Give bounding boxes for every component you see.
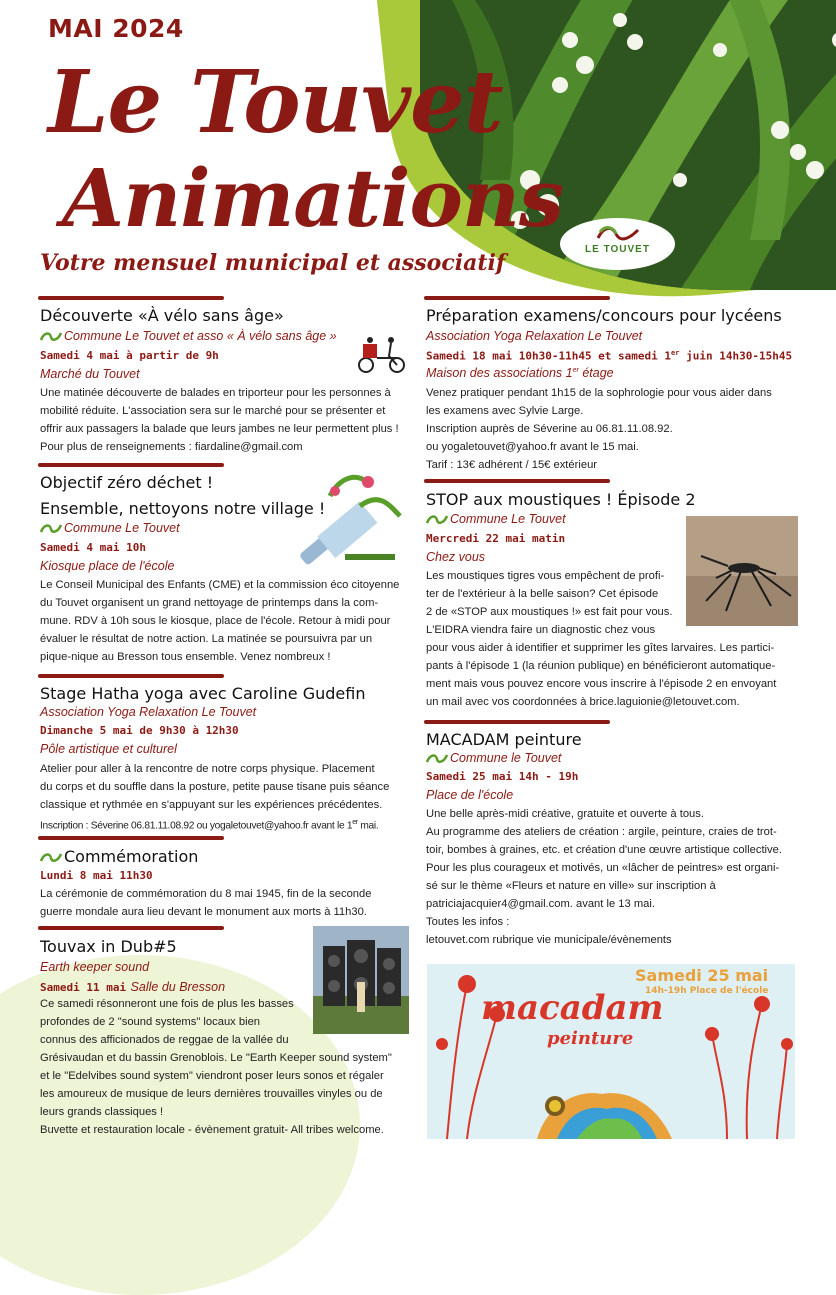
macadam-title: MACADAM peinture — [426, 730, 582, 749]
leaf-icon — [40, 523, 62, 534]
macadam-org: Commune le Touvet — [426, 751, 561, 765]
moustiques-date: Mercredi 22 mai matin — [426, 532, 566, 545]
page-title-line2: Animations — [62, 151, 564, 245]
dechet-title-line1: Objectif zéro déchet ! — [40, 473, 214, 492]
le-touvet-logo: LE TOUVET — [560, 218, 675, 270]
touvax-title: Touvax in Dub#5 — [40, 937, 177, 956]
moustiques-org: Commune Le Touvet — [426, 512, 566, 526]
section-divider — [424, 296, 610, 300]
touvax-date-place: Samedi 11 mai Salle du Bresson — [40, 980, 226, 994]
commemoration-description: La cérémonie de commémoration du 8 mai 1945, fin de la seconde guerre mondale aura lieu devant le monument aux morts à 11h30. — [40, 888, 372, 918]
leaf-icon — [426, 753, 448, 764]
dechet-title-line2: Ensemble, nettoyons notre village ! — [40, 499, 326, 518]
section-divider — [38, 836, 224, 840]
page-subtitle: Votre mensuel municipal et associatif — [40, 250, 506, 276]
prepa-title: Préparation examens/concours pour lycéens — [426, 306, 782, 325]
section-divider — [38, 463, 224, 467]
macadam-poster — [427, 964, 795, 1139]
yoga-date: Dimanche 5 mai de 9h30 à 12h30 — [40, 724, 239, 737]
macadam-description: Une belle après-midi créative, gratuite et ouverte à tous. Au programme des ateliers de création : argile, peinture, craies de trot- toir, bombes à graines, etc. et création d'une œuvre artistique collective. Pour les plus courageux et motivés, un «lâcher de peintres» est organi- sé sur le thème «Fleurs et nature en ville» sur inscription à patriciajacquier4@gmail.com. avant le 13 mai. Toutes les infos : letouvet.com rubrique vie municipale/évènements — [426, 808, 782, 946]
velo-description: Une matinée découverte de balades en triporteur pour les personnes à mobilité réduite. L'association sera sur le marché pour se présenter et offrir aux passagers la balade que leurs jambes ne leur permettent plus ! Pour plus de renseignements : fiardaline@gmail.com — [40, 387, 399, 453]
dechet-date: Samedi 4 mai 10h — [40, 541, 146, 554]
dechet-description: Le Conseil Municipal des Enfants (CME) et la commission éco citoyenne du Touvet organisent un grand nettoyage de printemps dans la com- mune. RDV à 10h sous le kiosque, place de l'école. Retour à midi pour évaluer le résultat de notre action. La matinée se poursuivra par un pique-nique au Bresson tous ensemble. Venez nombreux ! — [40, 579, 400, 663]
prepa-org: Association Yoga Relaxation Le Touvet — [426, 329, 643, 343]
commemoration-title: Commémoration — [40, 847, 198, 866]
velo-org: Commune Le Touvet et asso « À vélo sans âge » — [40, 329, 337, 343]
section-divider — [38, 674, 224, 678]
section-divider — [38, 926, 224, 930]
commemoration-date: Lundi 8 mai 11h30 — [40, 869, 153, 882]
poster-date: Samedi 25 mai — [635, 966, 769, 985]
prepa-description: Venez pratiquer pendant 1h15 de la sophrologie pour vous aider dans les examens avec Sylvie Large. Inscription auprès de Séverine au 06.81.11.08.92. ou yogaletouvet@yahoo.fr avant le 15 mai. Tarif : 13€ adhérent / 15€ extérieur — [426, 387, 772, 471]
dechet-org: Commune Le Touvet — [40, 521, 180, 535]
touvax-description: Ce samedi résonneront une fois de plus les basses profondes de 2 "sound systems" locaux bien connus des afficionados de reggae de la vallée du Grésivaudan et du bassin Grenoblois. Le "Earth Keeper sound system" et le "Edelvibes sound system" viendront poser leurs sonos et régaler les amoureux de musique de leurs dernières trouvailles vinyles ou de leurs grands classiques ! Buvette et restauration locale - évènement gratuit- All tribes welcome. — [40, 998, 392, 1136]
leaf-icon — [40, 852, 62, 863]
yoga-org: Association Yoga Relaxation Le Touvet — [40, 705, 257, 719]
velo-place: Marché du Touvet — [40, 367, 140, 381]
yoga-place: Pôle artistique et culturel — [40, 742, 177, 756]
moustiques-description-top: Les moustiques tigres vous empêchent de profi- ter de l'extérieur à la belle saison? Cet épisode 2 de «STOP aux moustiques !» est fait pour vous. L'EIDRA viendra faire un diagnostic chez vous — [426, 570, 673, 636]
prepa-place: Maison des associations 1er étage — [426, 366, 614, 380]
velo-title: Découverte «À vélo sans âge» — [40, 306, 284, 325]
macadam-place: Place de l'école — [426, 788, 514, 802]
poster-subtitle: peinture — [547, 1028, 634, 1049]
mosquito-photo — [686, 516, 798, 626]
month-label: MAI 2024 — [48, 14, 184, 43]
leaf-icon — [40, 331, 62, 342]
macadam-date: Samedi 25 mai 14h - 19h — [426, 770, 579, 783]
section-divider — [38, 296, 224, 300]
section-divider — [424, 720, 610, 724]
moustiques-description: pour vous aider à identifier et supprimer les gîtes larvaires. Les partici- pants à l'épisode 1 (la réunion publique) en bénéficieront automatique- ment mais vous pouvez encore vous inscrire à l'épisode 2 en envoyant un mail avec vos coordonnées à brice.laguionie@letouvet.com. — [426, 642, 777, 708]
tricycle-icon — [357, 334, 407, 374]
yoga-title: Stage Hatha yoga avec Caroline Gudefin — [40, 684, 366, 703]
logo-swirl-icon — [596, 224, 640, 244]
dechet-place: Kiosque place de l'école — [40, 559, 175, 573]
page-title-line1: Le Touvet — [48, 52, 503, 153]
section-divider — [424, 479, 610, 483]
poster-title: macadam — [481, 988, 664, 1028]
touvax-org: Earth keeper sound — [40, 960, 150, 974]
yoga-description: Atelier pour aller à la rencontre de notre corps physique. Placement du corps et du souffle dans la posture, petite pause tisane puis séance classique et rythmée en s'appuyant sur les expériences précédentes. Inscription : Séverine 06.81.11.08.92 ou yogaletouvet@yahoo.fr avant le 1er mai. — [40, 763, 390, 832]
moustiques-title: STOP aux moustiques ! Épisode 2 — [426, 490, 696, 509]
leaf-icon — [426, 514, 448, 525]
velo-date: Samedi 4 mai à partir de 9h — [40, 349, 219, 362]
poster-time-place: 14h-19h Place de l'école — [645, 986, 769, 996]
prepa-date: Samedi 18 mai 10h30-11h45 et samedi 1er juin 14h30-15h45 — [426, 349, 793, 363]
moustiques-place: Chez vous — [426, 550, 486, 564]
